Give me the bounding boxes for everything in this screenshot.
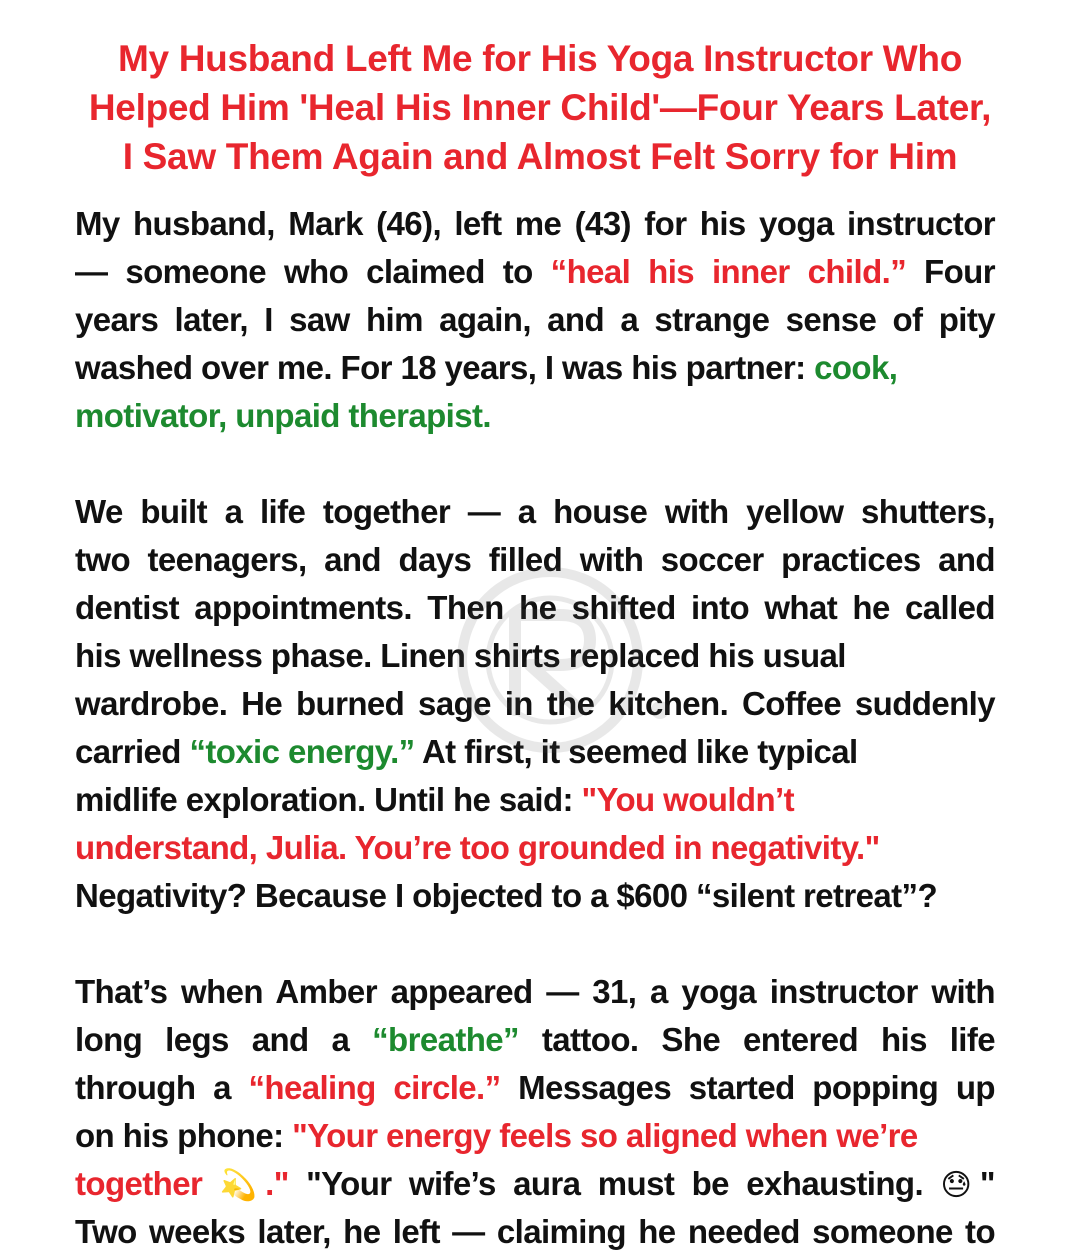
article-title bbox=[60, 34, 1020, 181]
text-line: years later, I saw him again, and a strange sense of pity bbox=[75, 301, 995, 338]
text-span: At first, it seemed like typical bbox=[421, 733, 858, 770]
paragraph-3 bbox=[75, 968, 995, 1256]
text-line bbox=[75, 248, 995, 296]
text-span: Messages started popping up bbox=[518, 1069, 995, 1106]
text-span: carried bbox=[75, 733, 181, 770]
title-line: My Husband Left Me for His Yoga Instructor Who bbox=[117, 38, 963, 79]
paragraph-2 bbox=[75, 488, 995, 920]
quote-highlight: understand, Julia. You’re too grounded in negativity." bbox=[75, 829, 880, 866]
text-span: on his phone: bbox=[75, 1117, 284, 1154]
quote-highlight: "Your energy feels so aligned when we’re bbox=[292, 1117, 918, 1154]
text-line bbox=[75, 1160, 995, 1208]
text-line bbox=[75, 1064, 995, 1112]
text-line: Negativity? Because I objected to a $600 “silent retreat”? bbox=[75, 877, 938, 914]
text-span: " bbox=[979, 1165, 995, 1202]
text-line bbox=[75, 776, 995, 824]
text-line bbox=[75, 1016, 995, 1064]
paragraph-1 bbox=[75, 200, 995, 440]
text-span: Four bbox=[924, 253, 995, 290]
text-line: dentist appointments. Then he shifted into what he called bbox=[75, 589, 995, 626]
quote-highlight: together bbox=[75, 1165, 203, 1202]
text-span: midlife exploration. Until he said: bbox=[75, 781, 573, 818]
text-line: That’s when Amber appeared — 31, a yoga instructor with bbox=[75, 973, 995, 1010]
text-span: through a bbox=[75, 1069, 231, 1106]
green-highlight: “toxic energy.” bbox=[189, 733, 415, 770]
quote-highlight: “healing circle.” bbox=[248, 1069, 501, 1106]
text-line: his wellness phase. Linen shirts replaced his usual bbox=[75, 637, 846, 674]
text-line bbox=[75, 344, 995, 392]
green-highlight: motivator, unpaid therapist. bbox=[75, 397, 491, 434]
text-line bbox=[75, 728, 995, 776]
text-line: My husband, Mark (46), left me (43) for his yoga instructor bbox=[75, 205, 995, 242]
quote-highlight: "You wouldn’t bbox=[581, 781, 795, 818]
quote-highlight: ." bbox=[265, 1165, 289, 1202]
text-span: long legs and a bbox=[75, 1021, 350, 1058]
quote-highlight: “heal his inner child.” bbox=[550, 253, 907, 290]
title-line: Helped Him 'Heal His Inner Child'—Four Years Later, bbox=[88, 87, 992, 128]
text-line: We built a life together — a house with yellow shutters, bbox=[75, 493, 995, 530]
text-span: tattoo. She entered his life bbox=[541, 1021, 996, 1058]
sparkle-emoji-icon: 💫 bbox=[219, 1168, 266, 1203]
sweat-face-emoji-icon: 😓 bbox=[940, 1168, 980, 1203]
green-highlight: “breathe” bbox=[372, 1021, 519, 1058]
text-span: — someone who claimed to bbox=[75, 253, 533, 290]
text-span: "Your wife’s aura must be exhausting. bbox=[306, 1165, 924, 1202]
text-span: washed over me. For 18 years, I was his partner: bbox=[75, 349, 806, 386]
text-line: wardrobe. He burned sage in the kitchen. Coffee suddenly bbox=[75, 685, 995, 722]
text-line bbox=[75, 1112, 995, 1160]
title-line: I Saw Them Again and Almost Felt Sorry for Him bbox=[122, 136, 958, 177]
green-highlight: cook, bbox=[814, 349, 898, 386]
text-line: Two weeks later, he left — claiming he needed someone to bbox=[75, 1213, 995, 1250]
text-line: two teenagers, and days filled with soccer practices and bbox=[75, 541, 995, 578]
